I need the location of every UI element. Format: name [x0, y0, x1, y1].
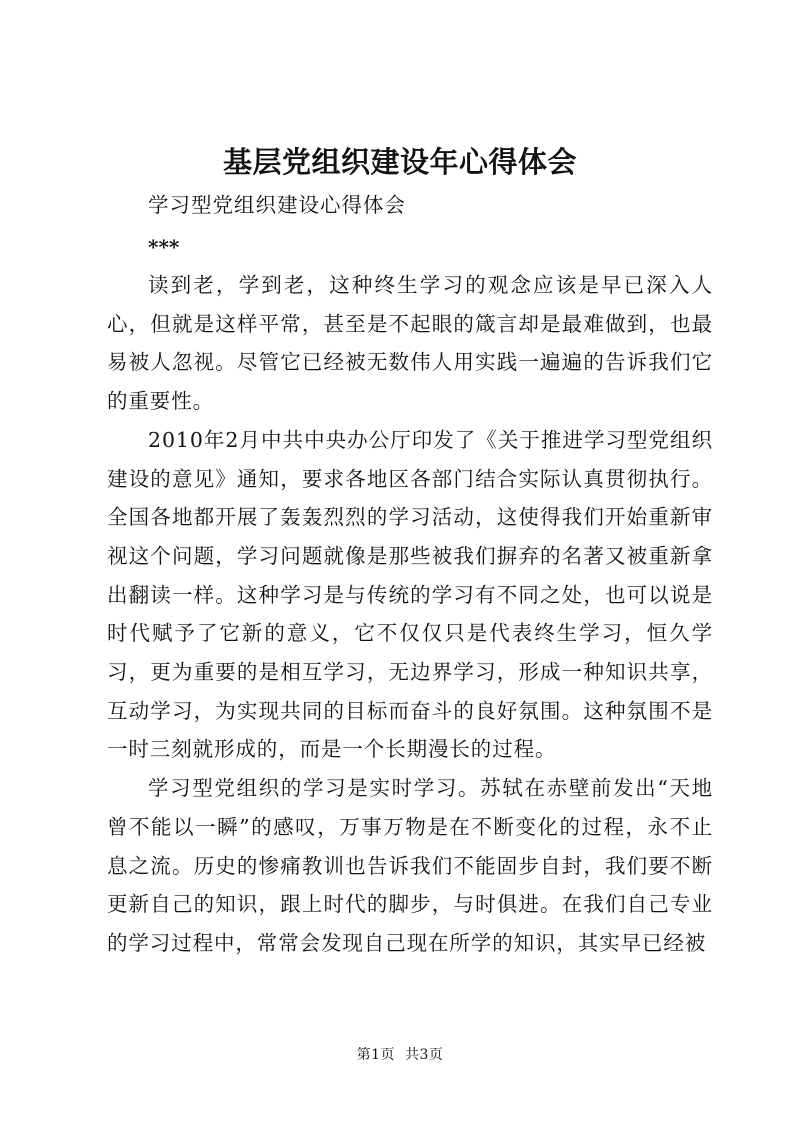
- document-subtitle: 学习型党组织建设心得体会: [148, 193, 406, 217]
- paragraph: 学习型党组织的学习是实时学习。苏轼在赤壁前发出“天地曾不能以一瞬”的感叹，万事万物是在不断变化的过程，永不止息之流。历史的惨痛教训也告诉我们不能固步自封，我们要不断更新自己的知识，跟上时代的脚步，与时俱进。在我们自己专业的学习过程中，常常会发现自己现在所学的知识，其实早已经被: [107, 776, 713, 955]
- paragraph: 2010年2月中共中央办公厅印发了《关于推进学习型党组织建设的意见》通知，要求各地区各部门结合实际认真贯彻执行。全国各地都开展了轰轰烈烈的学习活动，这使得我们开始重新审视这个问题，学习问题就像是那些被我们摒弃的名著又被重新拿出翻读一样。这种学习是与传统的学习有不同之处，也可以说是时代赋予了它新的意义，它不仅仅只是代表终生学习，恒久学习，更为重要的是相互学习，无边界学习，形成一种知识共享，互动学习，为实现共同的目标而奋斗的良好氛围。这种氛围不是一时三刻就形成的，而是一个长期漫长的过程。: [107, 427, 713, 762]
- document-title: 基层党组织建设年心得体会: [222, 145, 577, 179]
- paragraph: 读到老，学到老，这种终生学习的观念应该是早已深入人心，但就是这样平常，甚至是不起眼的箴言却是最难做到，也最易被人忽视。尽管它已经被无数伟人用实践一遍遍的告诉我们它的重要性。: [107, 273, 713, 414]
- page-footer: [0, 1045, 800, 1065]
- document-body: [107, 266, 713, 963]
- section-separator: ***: [148, 235, 180, 259]
- page-number: 第1页: [356, 1047, 395, 1063]
- page-total: 共3页: [405, 1047, 444, 1063]
